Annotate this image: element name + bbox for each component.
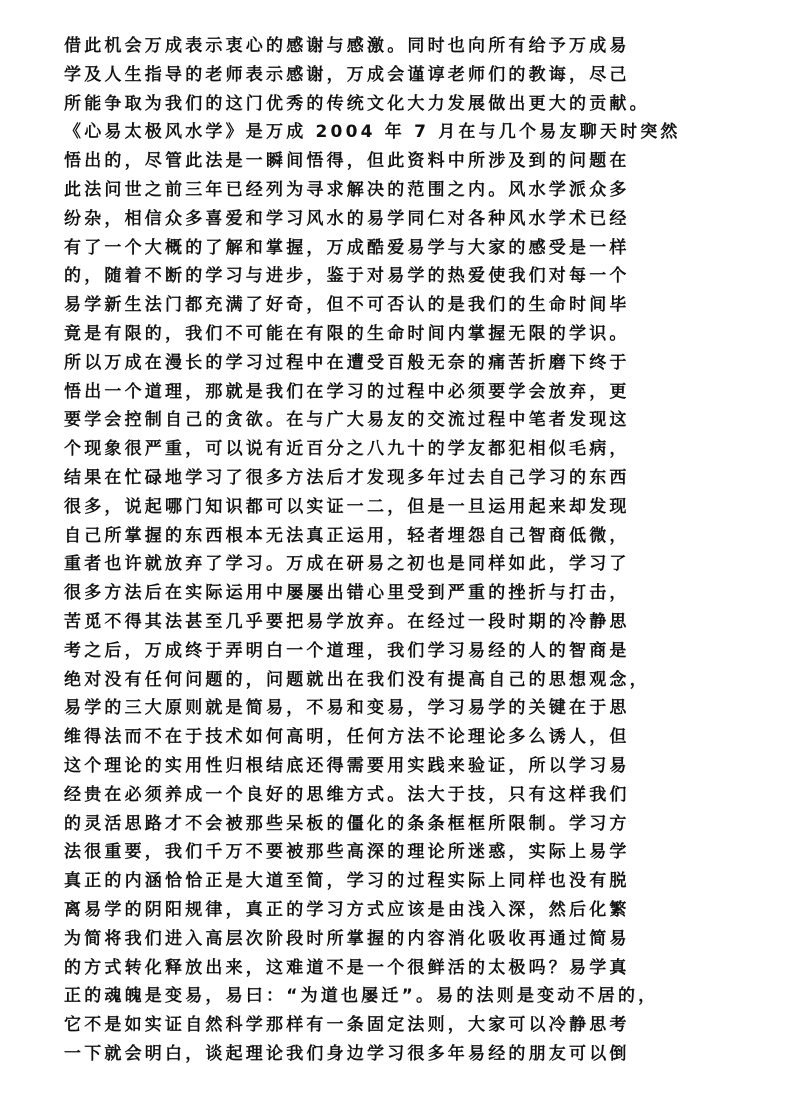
text-line: 经贵在必须养成一个良好的思维方式。法大于技，只有这样我们	[64, 784, 630, 805]
text-line: 考之后，万成终于弄明白一个道理，我们学习易经的人的智商是	[64, 640, 630, 661]
text-line: 绝对没有任何问题的，问题就出在我们没有提高自己的思想观念，	[64, 669, 650, 690]
text-line: 《心易太极风水学》是万成 2004 年 7 月在与几个易友聊天时突然	[64, 122, 681, 143]
text-line: 重者也许就放弃了学习。万成在研易之初也是同样如此，学习了	[64, 554, 630, 575]
text-line: 法很重要，我们千万不要被那些高深的理论所迷惑，实际上易学	[64, 842, 630, 863]
text-line: 借此机会万成表示衷心的感谢与感激。同时也向所有给予万成易	[64, 36, 630, 56]
text-line: 离易学的阴阳规律，真正的学习方式应该是由浅入深，然后化繁	[64, 899, 630, 920]
text-line: 它不是如实证自然科学那样有一条固定法则，大家可以冷静思考	[64, 1015, 630, 1036]
text-line: 的方式转化释放出来，这难道不是一个很鲜活的太极吗？易学真	[64, 957, 630, 978]
text-line: 所能争取为我们的这门优秀的传统文化大力发展做出更大的贡献。	[64, 93, 650, 114]
text-line: 易学新生法门都充满了好奇，但不可否认的是我们的生命时间毕	[64, 295, 630, 316]
text-line: 很多方法后在实际运用中屡屡出错心里受到严重的挫折与打击，	[64, 583, 630, 604]
text-line: 自己所掌握的东西根本无法真正运用，轻者埋怨自己智商低微，	[64, 525, 630, 546]
text-line: 竟是有限的，我们不可能在有限的生命时间内掌握无限的学识。	[64, 323, 630, 344]
text-line: 要学会控制自己的贪欲。在与广大易友的交流过程中笔者发现这	[64, 410, 630, 431]
body-text	[64, 32, 744, 1069]
text-line: 的灵活思路才不会被那些呆板的僵化的条条框框所限制。学习方	[64, 813, 630, 834]
text-line: 这个理论的实用性归根结底还得需要用实践来验证，所以学习易	[64, 755, 630, 776]
text-line: 正的魂魄是变易，易曰：“为道也屡迁”。易的法则是变动不居的，	[64, 986, 659, 1007]
text-line: 悟出一个道理，那就是我们在学习的过程中必须要学会放弃，更	[64, 381, 630, 402]
text-line: 有了一个大概的了解和掌握，万成酷爱易学与大家的感受是一样	[64, 237, 630, 258]
text-line: 个现象很严重，可以说有近百分之八九十的学友都犯相似毛病，	[64, 439, 630, 460]
text-line: 一下就会明白，谈起理论我们身边学习很多年易经的朋友可以倒	[64, 1043, 630, 1064]
text-line: 纷杂，相信众多喜爱和学习风水的易学同仁对各种风水学术已经	[64, 208, 630, 229]
text-line: 学及人生指导的老师表示感谢，万成会谨谆老师们的教诲，尽己	[64, 64, 630, 85]
text-line: 结果在忙碌地学习了很多方法后才发现多年过去自己学习的东西	[64, 467, 630, 488]
text-line: 此法问世之前三年已经列为寻求解决的范围之内。风水学派众多	[64, 179, 630, 200]
text-line: 很多，说起哪门知识都可以实证一二，但是一旦运用起来却发现	[64, 496, 630, 517]
text-line: 的，随着不断的学习与进步，鉴于对易学的热爱使我们对每一个	[64, 266, 630, 287]
text-line: 维得法而不在于技术如何高明，任何方法不论理论多么诱人，但	[64, 727, 630, 748]
text-line: 真正的内涵恰恰正是大道至简，学习的过程实际上同样也没有脱	[64, 871, 630, 892]
text-line: 悟出的，尽管此法是一瞬间悟得，但此资料中所涉及到的问题在	[64, 151, 630, 172]
text-line: 易学的三大原则就是简易，不易和变易，学习易学的关键在于思	[64, 698, 630, 719]
text-line: 为简将我们进入高层次阶段时所掌握的内容消化吸收再通过简易	[64, 928, 630, 949]
text-line: 苦觅不得其法甚至几乎要把易学放弃。在经过一段时期的冷静思	[64, 611, 630, 632]
text-line: 所以万成在漫长的学习过程中在遭受百般无奈的痛苦折磨下终于	[64, 352, 630, 373]
